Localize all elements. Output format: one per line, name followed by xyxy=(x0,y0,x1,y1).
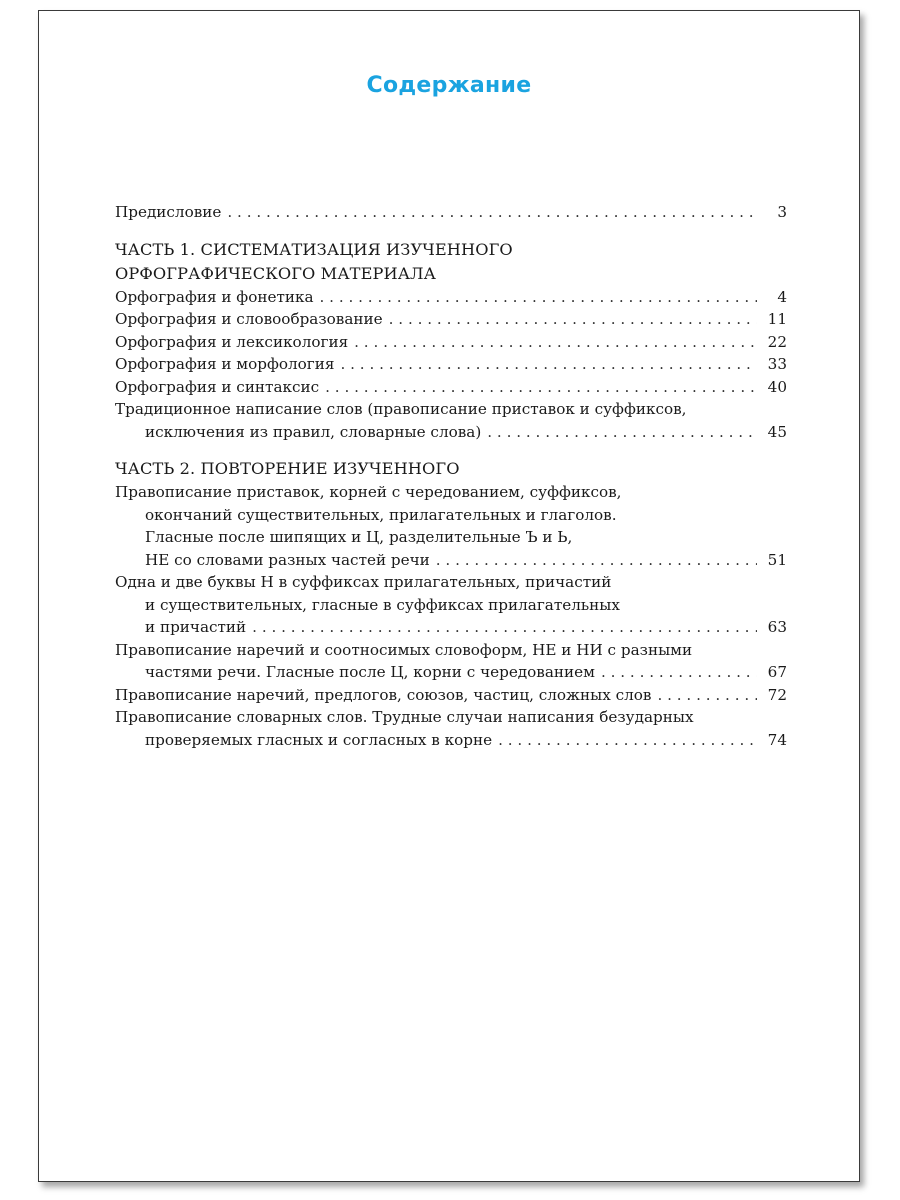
toc-page-number: 74 xyxy=(767,730,787,749)
toc-page-number: 11 xyxy=(767,310,787,328)
toc-entry-label: НЕ со словами разных частей речи xyxy=(145,550,430,569)
toc-entry-preface xyxy=(115,201,787,224)
part2-heading: ЧАСТЬ 2. ПОВТОРЕНИЕ ИЗУЧЕННОГО xyxy=(115,459,460,478)
page-title: Содержание xyxy=(366,73,532,98)
dot-leader xyxy=(487,421,757,444)
toc-entry xyxy=(115,353,787,376)
toc-entry xyxy=(115,706,787,751)
toc-entry-line: Гласные после шипящих и Ц, разделительные Ъ и Ь, xyxy=(145,528,573,546)
toc-entry-line: Правописание наречий и соотносимых словоформ, НЕ и НИ с разными xyxy=(115,640,693,659)
dot-leader xyxy=(340,353,757,376)
dot-leader xyxy=(389,308,757,331)
toc-entry xyxy=(115,684,787,707)
toc-page-number: 63 xyxy=(767,618,787,636)
toc-page-number: 40 xyxy=(767,377,787,396)
toc-entry-label: частями речи. Гласные после Ц, корни с чередованием xyxy=(145,663,595,681)
toc-entry xyxy=(115,639,787,684)
toc-page-number: 4 xyxy=(777,287,787,306)
toc-entry-line: и существительных, гласные в суффиксах прилагательных xyxy=(145,595,620,614)
toc-entry-line: Одна и две буквы Н в суффиксах прилагательных, причастий xyxy=(115,573,612,591)
toc-page-number: 67 xyxy=(767,663,787,681)
dot-leader xyxy=(325,376,757,399)
toc-entry xyxy=(115,286,787,309)
toc-entry xyxy=(115,331,787,354)
toc-entry-line: Правописание словарных слов. Трудные случаи написания безударных xyxy=(115,708,694,726)
part1-heading xyxy=(115,238,787,286)
dot-leader xyxy=(354,331,757,354)
dot-leader xyxy=(498,729,757,752)
toc-page-number: 3 xyxy=(777,203,787,221)
toc-page-number: 72 xyxy=(767,685,787,704)
dot-leader xyxy=(436,549,757,572)
table-of-contents xyxy=(115,201,787,751)
toc-entry-label: проверяемых гласных и согласных в корне xyxy=(145,730,493,749)
toc-entry xyxy=(115,376,787,399)
toc-entry-label: и причастий xyxy=(145,618,247,636)
toc-entry-line: окончаний существительных, прилагательных и глаголов. xyxy=(145,505,617,524)
dot-leader xyxy=(657,684,757,707)
toc-page-number: 51 xyxy=(767,550,787,569)
toc-entry-label: Предисловие xyxy=(115,203,222,221)
toc-entry-line: Традиционное написание слов (правописание приставок и суффиксов, xyxy=(115,400,687,418)
toc-entry-label: Орфография и морфология xyxy=(115,355,335,373)
toc-entry-label: Орфография и лексикология xyxy=(115,332,349,351)
dot-leader xyxy=(227,201,757,224)
toc-entry xyxy=(115,481,787,571)
toc-entry-label: исключения из правил, словарные слова) xyxy=(145,422,482,441)
document-page xyxy=(38,10,860,1182)
toc-entry-label: Орфография и синтаксис xyxy=(115,377,320,396)
toc-entry xyxy=(115,571,787,639)
toc-entry-label: Орфография и словообразование xyxy=(115,310,383,328)
toc-page-number: 45 xyxy=(767,422,787,441)
toc-entry xyxy=(115,308,787,331)
part1-heading-line1: ЧАСТЬ 1. СИСТЕМАТИЗАЦИЯ ИЗУЧЕННОГО xyxy=(115,239,513,259)
dot-leader xyxy=(320,286,757,309)
toc-entry-label: Орфография и фонетика xyxy=(115,287,314,306)
dot-leader xyxy=(252,616,757,639)
toc-entry-traditional xyxy=(115,398,787,443)
toc-entry-line: Правописание приставок, корней с чередованием, суффиксов, xyxy=(115,483,622,501)
part1-heading-line2: ОРФОГРАФИЧЕСКОГО МАТЕРИАЛА xyxy=(115,263,437,283)
toc-page-number: 33 xyxy=(767,355,787,373)
toc-page-number: 22 xyxy=(767,332,787,351)
dot-leader xyxy=(601,661,757,684)
toc-entry-label: Правописание наречий, предлогов, союзов, частиц, сложных слов xyxy=(115,685,652,704)
